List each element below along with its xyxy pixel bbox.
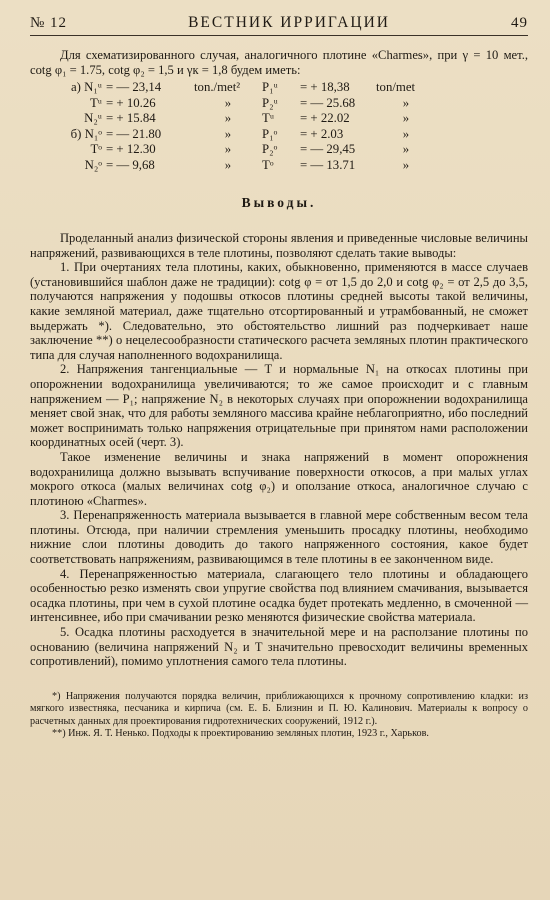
- formula-symbol: P₂ᵒ: [262, 142, 278, 156]
- formula-symbol: N₂ᵒ: [84, 157, 102, 172]
- page-number: 49: [510, 15, 528, 31]
- formula-unit: »: [402, 111, 410, 125]
- formula-symbol: P₁ᵒ: [262, 126, 278, 141]
- formula-unit: »: [402, 142, 410, 156]
- formula-symbol: Tᵒ: [262, 157, 274, 172]
- formula-row: [30, 142, 528, 158]
- formula-block: [30, 80, 528, 173]
- conclusions-body: [30, 231, 528, 669]
- paragraph: 4. Перенапряженностью материала, слагающего тело плотины и обладающего особенностью резко изменять свои упругие свойства под влиянием смачивания, вызывается осадка плотины, при чем в сухой плотине осадка будет протекать медленно, в смоченной — интенсивнее, ибо при смачивании резко меняются физические свойства материала.: [30, 566, 528, 625]
- formula-row: [30, 158, 528, 174]
- formula-symbol: Tᵘ: [89, 95, 102, 110]
- issue-number: № 12: [30, 15, 68, 31]
- formula-unit: »: [402, 126, 410, 141]
- formula-value: = — 21.80: [106, 126, 162, 141]
- formula-symbol: P₂ᵘ: [262, 95, 278, 110]
- formula-value: = — 13.71: [300, 157, 356, 172]
- formula-unit: »: [402, 95, 410, 110]
- journal-title: ВЕСТНИК ИРРИГАЦИИ: [188, 14, 390, 31]
- formula-symbol: Tᵒ: [90, 142, 102, 156]
- formula-unit: »: [224, 142, 232, 156]
- formula-value: = + 10.26: [106, 95, 156, 110]
- formula-value: = — 9,68: [106, 157, 155, 172]
- formula-unit: »: [402, 157, 410, 172]
- intro-paragraph: Для схематизированного случая, аналогичного плотине «Charmes», при γ = 10 мет., cotg φ₁ = 1.75, cotg φ₂ = 1,5 и γк = 1,8 будем иметь:: [30, 48, 528, 77]
- paragraph: Проделанный анализ физической стороны явления и приведенные числовые величины напряжений, развивающихся в теле плотины, позволяют сделать такие выводы:: [30, 231, 528, 260]
- paragraph: 2. Напряжения тангенциальные — T и нормальные N₁ на откосах плотины при опорожнении водохранилища увеличиваются; то же самое происходит и с главным напряжением — P₁; напряжение N₂ в некоторых случаях при опорожнении водохранилища меняет свой знак, что для работы земляного массива крайне неблагоприятно, ибо последний может воспринимать только напряжения отрицательные при принятом нами расположении координатных осей (черт. 3).: [30, 362, 528, 450]
- formula-value: = + 2.03: [300, 126, 344, 141]
- footnote: *) Напряжения получаются порядка величин, приближающихся к прочному сопротивлению кладки: из мягкого известняка, песчаника и кирпича (см. Е. Б. Близнин и П. Ю. Калинович. Материалы к вопросу о расчетных данных для проектирования гидротехнических сооружений, 1912 г.).: [30, 690, 528, 727]
- formula-symbol: P₁ᵘ: [262, 80, 278, 94]
- paragraph: 5. Осадка плотины расходуется в значительной мере и на расползание плотины по основанию (величина напряжений N₂ и T значительно превосходит величины временных сопротивлений), помимо уплотнения самого тела плотины.: [30, 625, 528, 669]
- formula-value: = — 23,14: [106, 80, 162, 94]
- formula-value: = + 15.84: [106, 111, 156, 125]
- paragraph: Такое изменение величины и знака напряжений в момент опорожнения водохранилища должно вызывать вспучивание поверхности откосов, а при малых углах мокрого откоса (малых величинах cotg φ₂) и оползание откоса, аналогичное случаю с плотиною «Charmes».: [30, 449, 528, 508]
- formula-symbol: б) N₁ᵒ: [70, 126, 102, 141]
- footnotes: [30, 691, 528, 741]
- formula-row: [30, 127, 528, 143]
- footnote: **) Инж. Я. Т. Ненько. Подходы к проектированию земляных плотин, 1923 г., Харьков.: [52, 728, 429, 740]
- paragraph: 1. При очертаниях тела плотины, каких, обыкновенно, применяются в массе случаев (установившийся шаблон даже не традиции): cotg φ = от 1,5 до 2,0 и cotg φ₂ = от 2,5 до 3,5, получаются напряжения у подошвы откосов плотины средней высоты такой величины, какие земляной материал, даже тщательно отсортированный и утрамбованный, не сможет выдержать *). Следовательно, это обстоятельство лишний раз подчеркивает наше заключение **) о нецелесообразности статического расчета земляных плотин практического типа для случая наполненного водохранилища.: [30, 260, 528, 362]
- formula-value: = + 22.02: [300, 111, 350, 125]
- formula-value: = — 29,45: [300, 142, 356, 156]
- formula-unit: ton./met²: [194, 80, 241, 94]
- formula-symbol: N₂ᵘ: [84, 111, 102, 125]
- formula-row: [30, 80, 528, 96]
- page-header: [30, 14, 528, 36]
- formula-symbol: Tᵘ: [262, 111, 275, 125]
- paragraph: 3. Перенапряженность материала вызывается в главной мере собственным весом тела плотины. Отсюда, при наличии стремления уменьшить просадку плотины, необходимо нижние слои плотины доводить до такого напряженного состояния, какое будет соответствовать напряжениям, развивающимся в теле плотины в ее законченном виде.: [30, 508, 528, 567]
- formula-symbol: а) N₁ᵘ: [70, 80, 102, 94]
- formula-unit: »: [224, 95, 232, 110]
- formula-unit: »: [224, 111, 232, 125]
- section-title: Выводы.: [241, 195, 317, 210]
- formula-value: = + 12.30: [106, 142, 156, 156]
- formula-unit: »: [224, 157, 232, 172]
- formula-row: [30, 111, 528, 127]
- formula-row: [30, 96, 528, 112]
- formula-unit: ton/met: [376, 80, 416, 94]
- formula-unit: »: [224, 126, 232, 141]
- formula-value: = — 25.68: [300, 95, 356, 110]
- formula-value: = + 18,38: [300, 80, 350, 94]
